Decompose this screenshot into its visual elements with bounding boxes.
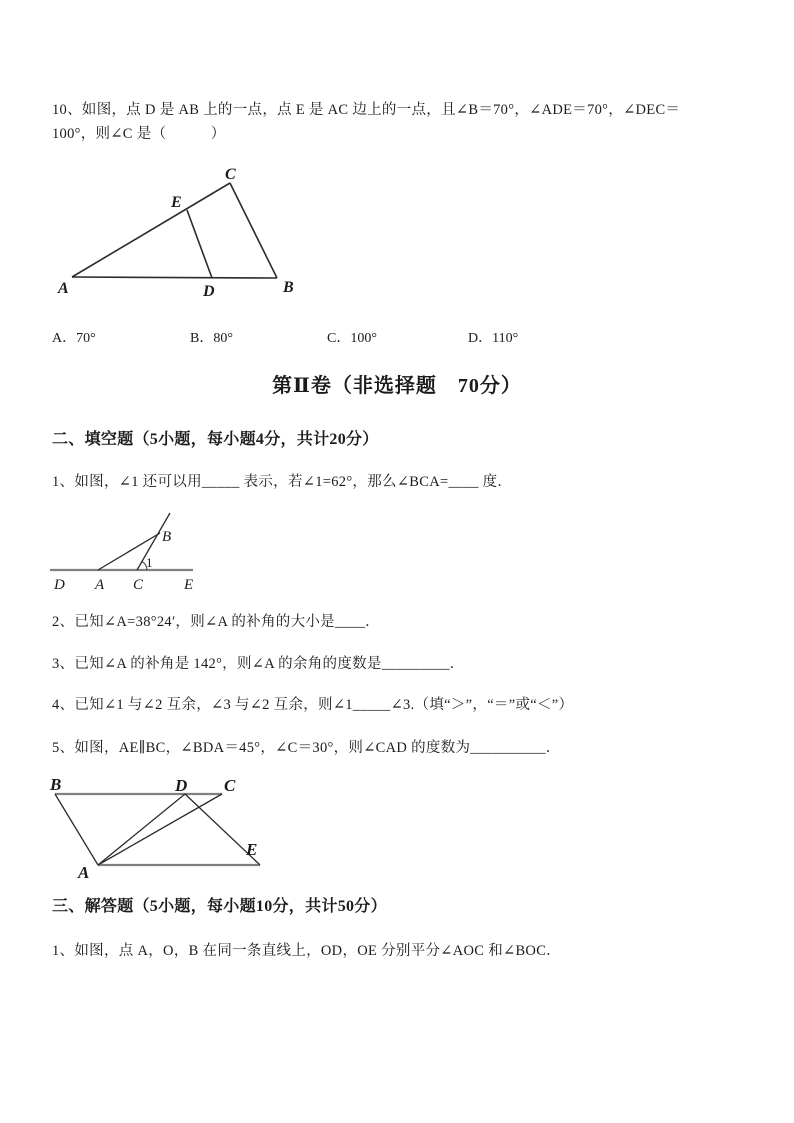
vertex-label-e: E [171, 194, 182, 211]
point-label-d: D [175, 776, 188, 795]
triangle-segment-ed [187, 210, 212, 278]
segment-ad [98, 794, 185, 865]
part2-title: 第Ⅱ卷（非选择题 70分） [272, 375, 522, 397]
fill-question-4: 4、已知∠1 与∠2 互余，∠3 与∠2 互余，则∠1_____∠3.（填“＞”，“＝”或“＜”） [52, 697, 574, 713]
segment-ba [55, 794, 98, 865]
question-10-line2: 100°，则∠C 是（ ） [52, 126, 226, 142]
fill-question-1: 1、如图，∠1 还可以用_____ 表示，若∠1=62°，那么∠BCA=____ 度． [52, 474, 513, 490]
angle-1-label: 1 [146, 555, 153, 570]
point-label-d: D [54, 577, 65, 593]
point-label-b: B [50, 775, 62, 794]
vertex-label-d: D [203, 283, 215, 300]
fill-question-2: 2、已知∠A=38°24′，则∠A 的补角的大小是____． [52, 614, 380, 630]
option-c: C．100° [327, 331, 377, 346]
solve-section-header: 三、解答题（5小题，每小题10分，共计50分） [52, 898, 387, 915]
point-label-c: C [133, 577, 144, 593]
point-label-e: E [184, 577, 194, 593]
triangle-side-ab [72, 277, 277, 278]
question-10-options [0, 330, 794, 350]
vertex-label-c: C [225, 166, 236, 183]
point-label-b: B [162, 529, 172, 545]
option-d: D．110° [468, 331, 519, 346]
question-10-line1: 10、如图，点 D 是 AB 上的一点，点 E 是 AC 边上的一点，且∠B＝70°，∠ADE＝70°，∠DEC＝ [52, 102, 681, 118]
point-label-c: C [224, 776, 236, 795]
fill-question-5: 5、如图，AE∥BC，∠BDA＝45°，∠C＝30°，则∠CAD 的度数为__________． [52, 740, 561, 756]
fill-question-1-diagram [45, 505, 205, 597]
point-label-a: A [95, 577, 105, 593]
solve-question-1: 1、如图，点 A，O，B 在同一条直线上，OD，OE 分别平分∠AOC 和∠BOC． [52, 943, 561, 959]
option-a: A．70° [52, 331, 96, 346]
fill-question-3: 3、已知∠A 的补角是 142°，则∠A 的余角的度数是_________． [52, 656, 465, 672]
vertex-label-b: B [283, 279, 294, 296]
fill-section-header: 二、填空题（5小题，每小题4分，共计20分） [52, 431, 379, 448]
question-10-triangle-diagram [55, 165, 305, 300]
fill-question-5-diagram [40, 775, 280, 883]
point-label-a: A [78, 863, 90, 882]
question-10 [52, 98, 742, 146]
vertex-label-a: A [58, 280, 69, 297]
option-b: B．80° [190, 331, 233, 346]
triangle-side-cb [230, 183, 277, 278]
point-label-e: E [246, 840, 258, 859]
segment-ac [98, 794, 222, 865]
